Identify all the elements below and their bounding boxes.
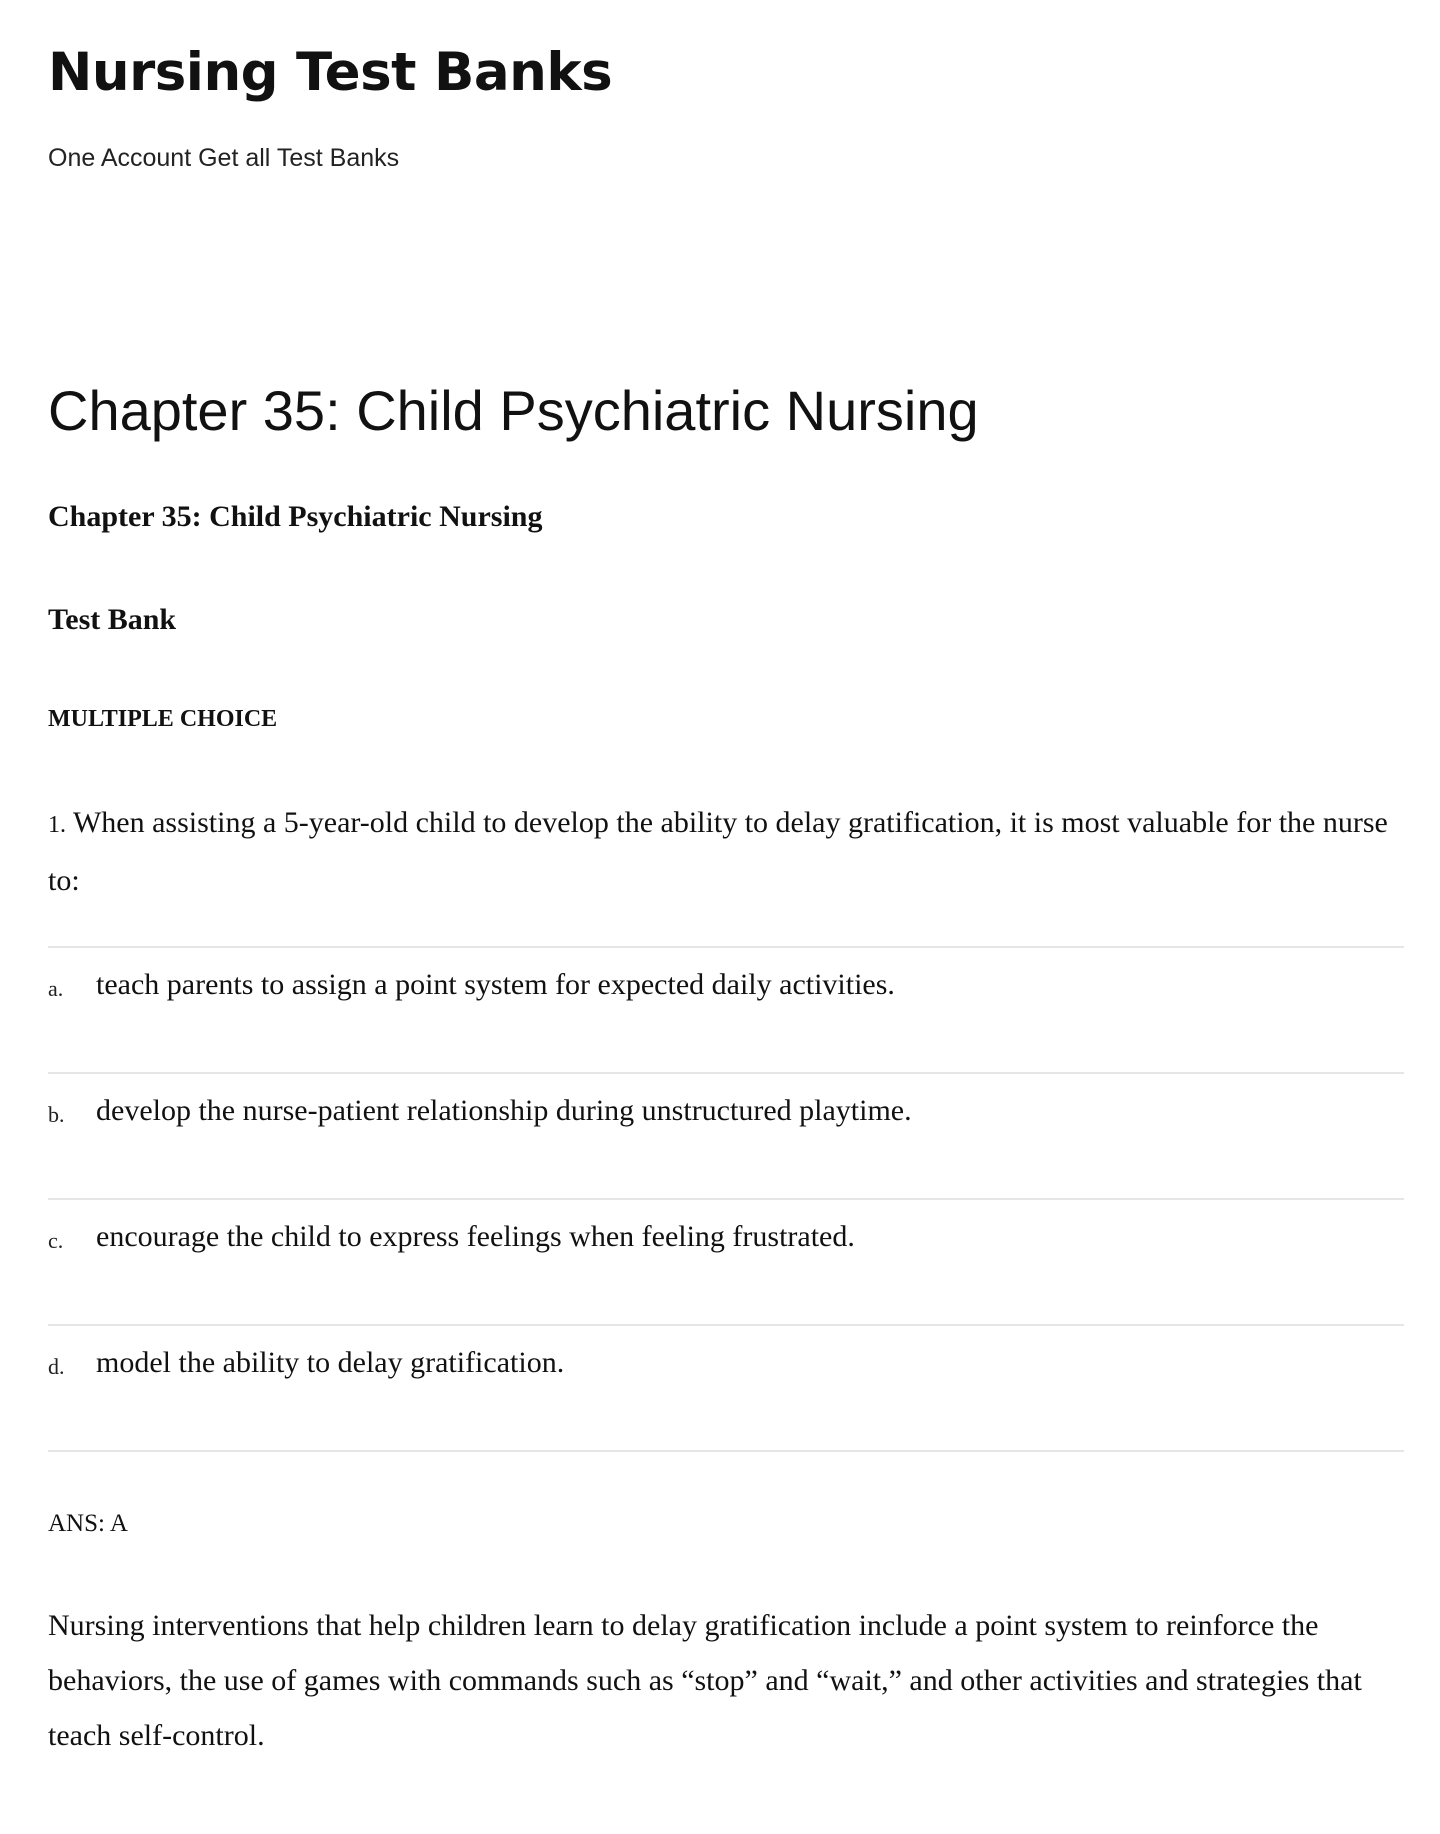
test-bank-label: Test Bank — [48, 603, 177, 636]
rationale-text: Nursing interventions that help children learn to delay gratification include a point system to reinforce the behaviors, the use of games with commands such as “stop” and “wait,” and other activities and strategies that teach self-control. — [48, 1609, 1362, 1752]
question-number: 1. — [48, 812, 66, 838]
option-letter: c. — [48, 1228, 64, 1253]
chapter-subheading: Chapter 35: Child Psychiatric Nursing — [48, 500, 543, 533]
option-text: encourage the child to express feelings when feeling frustrated. — [96, 1220, 855, 1253]
answer-option-a — [48, 968, 1404, 1008]
option-letter: b. — [48, 1102, 65, 1127]
option-text: model the ability to delay gratification. — [96, 1346, 565, 1379]
question-stem: When assisting a 5-year-old child to develop the ability to delay gratification, it is most valuable for the nurse to: — [48, 806, 1388, 897]
chapter-heading: Chapter 35: Child Psychiatric Nursing — [48, 379, 979, 442]
divider — [48, 946, 1404, 948]
question-text — [48, 795, 1408, 908]
answer-option-b — [48, 1094, 1404, 1134]
option-text: develop the nurse-patient relationship during unstructured playtime. — [96, 1094, 912, 1127]
site-title: Nursing Test Banks — [48, 42, 613, 103]
divider — [48, 1324, 1404, 1326]
site-tagline: One Account Get all Test Banks — [48, 144, 400, 172]
answer-option-d — [48, 1346, 1404, 1386]
option-letter: a. — [48, 976, 64, 1001]
option-letter: d. — [48, 1354, 65, 1379]
divider — [48, 1198, 1404, 1200]
answer-option-c — [48, 1220, 1404, 1260]
answer-key: ANS: A — [48, 1510, 128, 1537]
divider — [48, 1450, 1404, 1452]
option-text: teach parents to assign a point system for expected daily activities. — [96, 968, 895, 1001]
section-label: MULTIPLE CHOICE — [48, 706, 278, 732]
divider — [48, 1072, 1404, 1074]
